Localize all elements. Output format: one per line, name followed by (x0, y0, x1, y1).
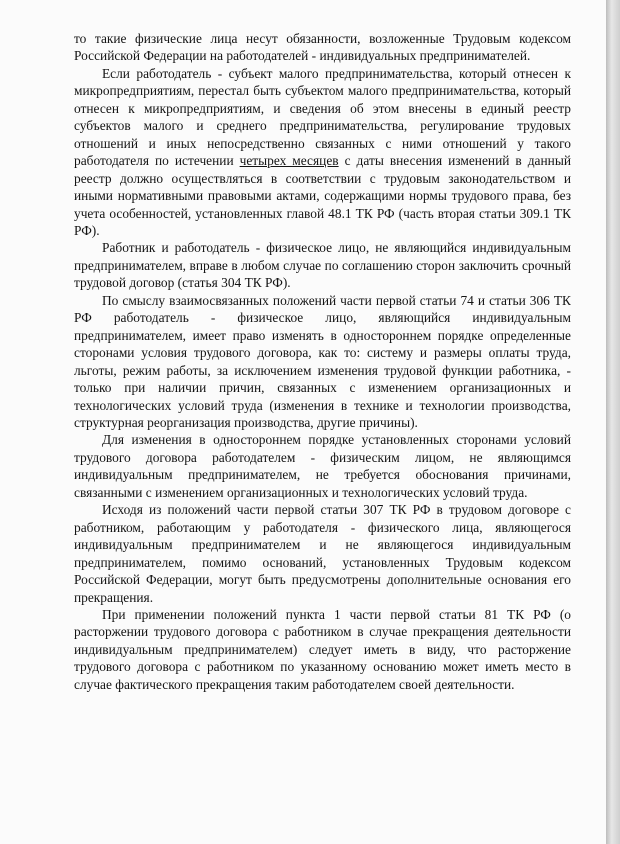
paragraph-text: Для изменения в одностороннем порядке установленных сторонами условий трудового договора работодателем - физическим лицом, не являющимся индивидуальным предпринимателем, не требуется обоснования причинами, связанными с изменением организационных и технологических условий труда. (74, 432, 571, 500)
paragraph-text: Работник и работодатель - физическое лицо, не являющийся индивидуальным предпринимателем, вправе в любом случае по соглашению сторон заключить срочный трудовой договор (статья 304 ТК РФ). (74, 240, 571, 291)
underlined-term: четырех месяцев (239, 153, 339, 169)
paragraph-text: то такие физические лица несут обязанности, возложенные Трудовым кодексом Российской Федерации на работодателей - индивидуальных предпринимателей. (74, 31, 571, 64)
paragraph-text: Если работодатель - субъект малого предпринимательства, который отнесен к микропредприятиям, перестал быть субъектом малого предпринимательства, который отнесен к микропредприятиям, и сведения об этом внесены в единый реестр субъектов малого и среднего предпринимательства, регулирование трудовых отношений и иных непосредственно связанных с ними отношений у такого работодателя по истечении (74, 65, 571, 169)
paragraph-text: По смыслу взаимосвязанных положений части первой статьи 74 и статьи 306 ТК РФ работодатель - физическое лицо, являющийся индивидуальным предпринимателем, имеет право изменять в одностороннем порядке определенные сторонами условия трудового договора, как то: систему и размеры оплаты труда, льготы, режим работы, за исключением изменения трудовой функции работника, - только при наличии причин, связанных с изменением организационных и технологических условий труда (изменения в технике и технологии производства, структурная реорганизация производства, другие причины). (74, 292, 571, 430)
paragraph-unilateral-change-entrepreneur (74, 292, 571, 432)
paragraph-microenterprise-status (74, 65, 571, 240)
paragraph-text: При применении положений пункта 1 части первой статьи 81 ТК РФ (о расторжении трудового договора с работником в случае прекращения деятельности индивидуальным предпринимателем) следует иметь в виду, что расторжение трудового договора с работником по указанному основанию может иметь место в случае фактического прекращения таким работодателем своей деятельности. (74, 606, 571, 692)
paragraph-text: Исходя из положений части первой статьи 307 ТК РФ в трудовом договоре с работником, работающим у работодателя - физического лица, являющегося индивидуальным предпринимателем и не являющегося индивидуальным предпринимателем, помимо оснований, установленных Трудовым кодексом Российской Федерации, могут быть предусмотрены дополнительные основания его прекращения. (74, 502, 571, 605)
paragraph-additional-termination-grounds (74, 501, 571, 606)
paragraph-text: с даты внесения изменений в данный реестр должно осуществляться в соответствии с трудовым законодательством и иными нормативными правовыми актами, содержащими нормы трудового права, без учета особенностей, установленных главой 48.1 ТК РФ (часть вторая статьи 309.1 ТК РФ). (74, 153, 571, 238)
paragraph-continuation (74, 30, 571, 65)
paragraph-termination-of-activity (74, 606, 571, 693)
page-edge-shadow (606, 0, 620, 844)
document-body (74, 30, 571, 693)
paragraph-unilateral-change-individual (74, 431, 571, 501)
paragraph-fixed-term-contract (74, 239, 571, 291)
